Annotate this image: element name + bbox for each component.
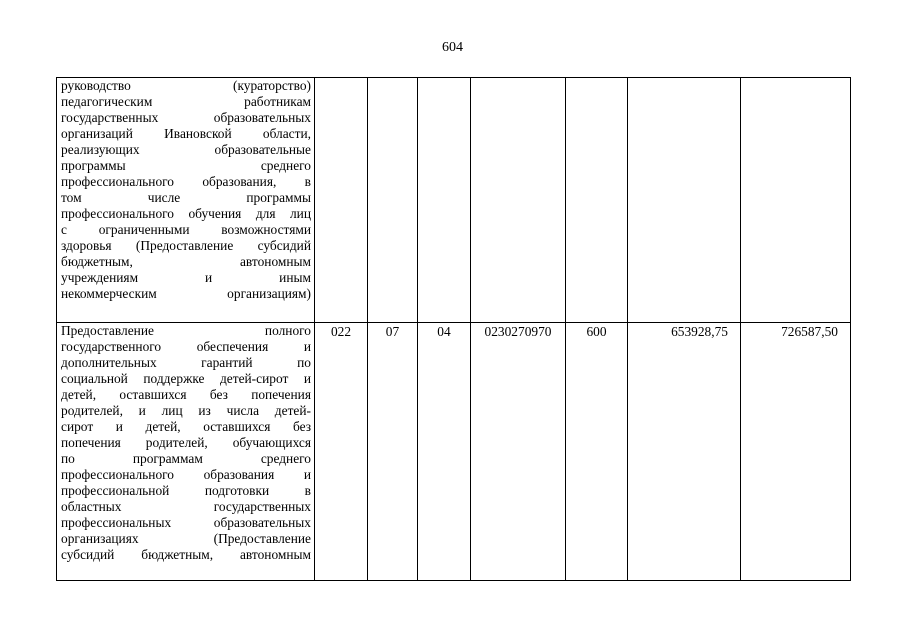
description-line xyxy=(61,499,311,515)
description-text xyxy=(61,323,311,563)
description-word: бюджетным, xyxy=(61,254,133,269)
description-line: с ограниченными возможностями xyxy=(61,222,311,237)
description-word: полного xyxy=(264,323,311,338)
description-line: профессиональной подготовки в xyxy=(61,483,311,498)
description-line xyxy=(61,323,311,339)
description-line xyxy=(61,142,311,158)
row-1-subsection-cell xyxy=(418,78,471,323)
row-1-section-cell xyxy=(368,78,418,323)
description-line: дополнительных гарантий по xyxy=(61,355,311,370)
description-line: родителей, и лиц из числа детей- xyxy=(61,403,311,418)
description-line: том числе программы xyxy=(61,190,311,205)
description-text xyxy=(61,78,311,302)
row-1-target-article-cell xyxy=(471,78,566,323)
table-body xyxy=(57,78,851,581)
table-row xyxy=(57,323,851,581)
description-word: (Предоставление xyxy=(213,531,311,546)
description-line xyxy=(61,531,311,547)
description-word: государственных xyxy=(213,499,311,514)
description-line xyxy=(61,110,311,126)
description-line: по программам среднего xyxy=(61,451,311,466)
row-2-amount-year1-cell: 653928,75 xyxy=(628,323,741,581)
description-line: детей, оставшихся без попечения xyxy=(61,387,311,402)
description-line xyxy=(61,158,311,174)
row-2-subsection-cell: 04 xyxy=(418,323,471,581)
row-1-amount-year1-cell xyxy=(628,78,741,323)
description-line xyxy=(61,78,311,94)
row-2-expense-type-cell: 600 xyxy=(566,323,628,581)
description-word: Предоставление xyxy=(61,323,154,338)
row-2-amount-year2-cell: 726587,50 xyxy=(741,323,851,581)
row-2-target-article-cell: 0230270970 xyxy=(471,323,566,581)
description-line xyxy=(61,94,311,110)
description-line: профессионального образования, в xyxy=(61,174,311,189)
description-line: профессионального образования и xyxy=(61,467,311,482)
description-line: профессионального обучения для лиц xyxy=(61,206,311,221)
row-1-description xyxy=(57,78,315,323)
description-word: (кураторство) xyxy=(232,78,311,93)
description-line xyxy=(61,254,311,270)
description-word: образовательные xyxy=(214,142,311,157)
description-line xyxy=(61,515,311,531)
description-word: работникам xyxy=(244,94,311,109)
row-2-description xyxy=(57,323,315,581)
description-line: организаций Ивановской области, xyxy=(61,126,311,141)
row-1-amount-year2-cell xyxy=(741,78,851,323)
description-word: программы xyxy=(61,158,126,173)
description-line xyxy=(61,286,311,302)
description-line: попечения родителей, обучающихся xyxy=(61,435,311,450)
description-line: субсидий бюджетным, автономным xyxy=(61,547,311,562)
page-number: 604 xyxy=(442,40,463,55)
description-word: организациям) xyxy=(227,286,311,301)
budget-table xyxy=(56,77,851,581)
description-word: профессиональных xyxy=(61,515,172,530)
description-word: государственных xyxy=(61,110,159,125)
description-word: областных xyxy=(61,499,122,514)
row-2-ministry-cell: 022 xyxy=(315,323,368,581)
description-word: образовательных xyxy=(213,110,311,125)
description-word: образовательных xyxy=(213,515,311,530)
description-line: здоровья (Предоставление субсидий xyxy=(61,238,311,253)
description-word: некоммерческим xyxy=(61,286,157,301)
description-word: организациях xyxy=(61,531,139,546)
description-word: реализующих xyxy=(61,142,140,157)
row-2-section-cell: 07 xyxy=(368,323,418,581)
description-line: государственного обеспечения и xyxy=(61,339,311,354)
description-line: социальной поддержке детей-сирот и xyxy=(61,371,311,386)
row-1-ministry-cell xyxy=(315,78,368,323)
description-word: руководство xyxy=(61,78,131,93)
description-word: автономным xyxy=(239,254,311,269)
table-row xyxy=(57,78,851,323)
description-word: среднего xyxy=(260,158,311,173)
description-line: сирот и детей, оставшихся без xyxy=(61,419,311,434)
description-line: учреждениям и иным xyxy=(61,270,311,285)
description-word: педагогическим xyxy=(61,94,153,109)
row-1-expense-type-cell xyxy=(566,78,628,323)
